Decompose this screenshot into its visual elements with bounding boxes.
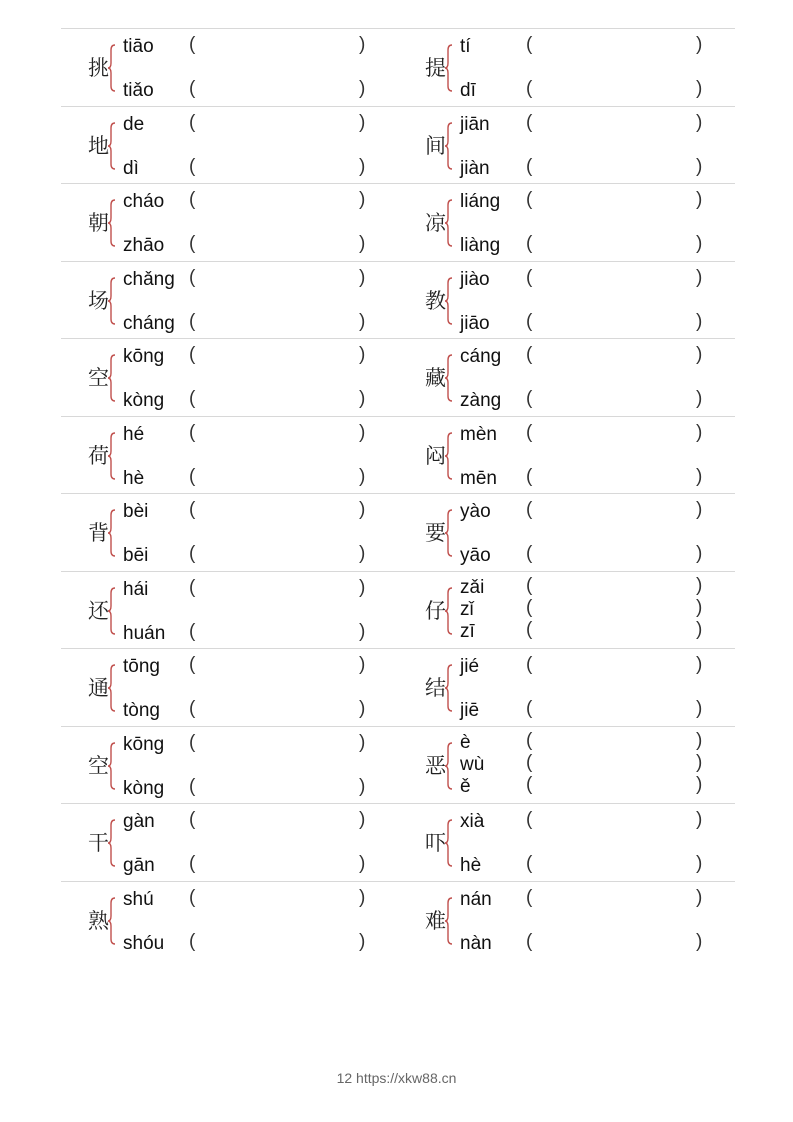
answer-blank[interactable] — [201, 37, 351, 55]
close-paren: ) — [359, 654, 366, 675]
hanzi-character: 间 — [425, 133, 446, 158]
pinyin-reading: tí — [460, 36, 471, 57]
polyphone-entry-right — [398, 727, 735, 804]
open-paren: ( — [189, 809, 196, 830]
open-paren: ( — [189, 654, 196, 675]
polyphone-entry-right — [398, 804, 735, 881]
answer-blank[interactable] — [538, 755, 688, 773]
open-paren: ( — [526, 751, 533, 773]
answer-blank[interactable] — [201, 81, 351, 99]
polyphone-entry-left — [61, 339, 398, 416]
pinyin-reading: gān — [123, 855, 155, 876]
open-paren: ( — [189, 155, 196, 177]
pinyin-reading: gàn — [123, 811, 155, 832]
pinyin-reading: hé — [123, 423, 145, 445]
close-paren: ) — [359, 111, 366, 133]
open-paren: ( — [526, 853, 533, 874]
open-paren: ( — [189, 499, 196, 520]
pinyin-reading: liáng — [460, 191, 501, 212]
open-paren: ( — [526, 155, 533, 177]
open-paren: ( — [526, 465, 533, 487]
close-paren: ) — [359, 499, 366, 520]
close-paren: ) — [696, 233, 703, 254]
answer-blank[interactable] — [538, 622, 688, 640]
polyphone-entry-right — [398, 649, 735, 726]
open-paren: ( — [189, 233, 196, 254]
open-paren: ( — [189, 310, 196, 332]
answer-blank[interactable] — [201, 391, 351, 409]
pinyin-reading: kōng — [123, 346, 165, 367]
brace-icon — [107, 122, 117, 170]
hanzi-character: 通 — [88, 676, 109, 700]
polyphone-entry-right — [398, 494, 735, 571]
close-paren: ) — [696, 574, 703, 596]
pinyin-reading: zī — [460, 620, 475, 642]
open-paren: ( — [526, 78, 533, 99]
polyphone-entry-right — [398, 262, 735, 339]
close-paren: ) — [359, 775, 366, 797]
pinyin-reading: jiāo — [460, 312, 490, 334]
pinyin-reading: bēi — [123, 545, 149, 566]
brace-icon — [107, 44, 117, 92]
hanzi-character: 仔 — [425, 598, 446, 623]
pinyin-reading: shóu — [123, 932, 165, 954]
brace-icon — [444, 742, 454, 790]
hanzi-character: 背 — [88, 521, 109, 545]
answer-blank[interactable] — [201, 779, 351, 797]
close-paren: ) — [359, 620, 366, 642]
open-paren: ( — [526, 886, 533, 908]
close-paren: ) — [696, 421, 703, 443]
open-paren: ( — [189, 543, 196, 564]
close-paren: ) — [696, 773, 703, 795]
answer-blank[interactable] — [201, 159, 351, 177]
answer-blank[interactable] — [538, 81, 688, 99]
answer-blank[interactable] — [201, 425, 351, 443]
polyphone-entry-left — [61, 262, 398, 339]
polyphone-entry-left — [61, 649, 398, 726]
answer-blank[interactable] — [538, 192, 688, 210]
open-paren: ( — [189, 886, 196, 908]
answer-blank[interactable] — [201, 236, 351, 254]
hanzi-character: 空 — [88, 753, 109, 778]
table-row — [61, 261, 735, 339]
pinyin-reading: jiē — [460, 700, 480, 721]
polyphone-entry-right — [398, 417, 735, 494]
pinyin-reading: tòng — [123, 700, 160, 721]
open-paren: ( — [189, 465, 196, 487]
open-paren: ( — [526, 809, 533, 830]
hanzi-character: 地 — [88, 133, 109, 158]
pinyin-reading: zǎi — [460, 576, 485, 598]
pinyin-reading: chǎng — [123, 268, 175, 290]
open-paren: ( — [526, 698, 533, 719]
brace-icon — [444, 354, 454, 402]
hanzi-character: 凉 — [425, 211, 446, 235]
brace-icon — [444, 432, 454, 480]
close-paren: ) — [696, 886, 703, 908]
open-paren: ( — [526, 421, 533, 443]
answer-blank[interactable] — [201, 657, 351, 675]
open-paren: ( — [526, 388, 533, 409]
close-paren: ) — [359, 233, 366, 254]
close-paren: ) — [359, 886, 366, 908]
close-paren: ) — [696, 809, 703, 830]
brace-icon — [107, 819, 117, 867]
pinyin-reading: yāo — [460, 545, 491, 566]
polyphone-entry-left — [61, 184, 398, 261]
hanzi-character: 恶 — [425, 753, 446, 778]
open-paren: ( — [526, 344, 533, 365]
answer-blank[interactable] — [538, 502, 688, 520]
hanzi-character: 场 — [88, 288, 109, 313]
open-paren: ( — [526, 618, 533, 640]
answer-blank[interactable] — [201, 735, 351, 753]
close-paren: ) — [696, 698, 703, 719]
answer-blank[interactable] — [201, 314, 351, 332]
pinyin-reading: ě — [460, 775, 471, 797]
pinyin-reading: tōng — [123, 656, 160, 677]
answer-blank[interactable] — [538, 578, 688, 596]
polyphone-entry-left — [61, 804, 398, 881]
close-paren: ) — [696, 543, 703, 564]
close-paren: ) — [359, 388, 366, 409]
pinyin-reading: è — [460, 731, 471, 753]
brace-icon — [444, 199, 454, 247]
pinyin-reading: jiào — [460, 268, 490, 290]
close-paren: ) — [359, 543, 366, 564]
open-paren: ( — [526, 574, 533, 596]
close-paren: ) — [696, 499, 703, 520]
answer-blank[interactable] — [201, 469, 351, 487]
open-paren: ( — [189, 698, 196, 719]
open-paren: ( — [189, 620, 196, 642]
brace-icon — [444, 819, 454, 867]
hanzi-character: 空 — [88, 366, 109, 390]
answer-blank[interactable] — [538, 236, 688, 254]
pinyin-reading: bèi — [123, 501, 149, 522]
answer-blank[interactable] — [538, 347, 688, 365]
answer-blank[interactable] — [538, 890, 688, 908]
pinyin-reading: hè — [460, 855, 482, 876]
open-paren: ( — [189, 930, 196, 952]
polyphone-entry-right — [398, 184, 735, 261]
brace-icon — [444, 509, 454, 557]
close-paren: ) — [696, 751, 703, 773]
answer-blank[interactable] — [538, 115, 688, 133]
brace-icon — [107, 587, 117, 635]
open-paren: ( — [526, 729, 533, 751]
answer-blank[interactable] — [538, 546, 688, 564]
table-row — [61, 416, 735, 494]
hanzi-character: 难 — [425, 908, 446, 933]
hanzi-character: 提 — [425, 56, 446, 80]
polyphone-entry-right — [398, 882, 735, 959]
answer-blank[interactable] — [538, 391, 688, 409]
hanzi-character: 结 — [425, 676, 446, 700]
open-paren: ( — [189, 78, 196, 99]
brace-icon — [444, 44, 454, 92]
answer-blank[interactable] — [201, 115, 351, 133]
hanzi-character: 熟 — [88, 908, 109, 933]
close-paren: ) — [359, 78, 366, 99]
close-paren: ) — [359, 344, 366, 365]
pinyin-reading: nàn — [460, 932, 492, 954]
close-paren: ) — [696, 388, 703, 409]
close-paren: ) — [359, 421, 366, 443]
open-paren: ( — [189, 421, 196, 443]
answer-blank[interactable] — [538, 425, 688, 443]
hanzi-character: 挑 — [88, 56, 109, 80]
pinyin-reading: cháng — [123, 312, 175, 334]
open-paren: ( — [526, 189, 533, 210]
table-row — [61, 881, 735, 959]
close-paren: ) — [696, 344, 703, 365]
open-paren: ( — [189, 34, 196, 55]
pinyin-reading: kòng — [123, 777, 165, 799]
open-paren: ( — [526, 654, 533, 675]
polyphone-entry-right — [398, 107, 735, 184]
answer-blank[interactable] — [538, 934, 688, 952]
open-paren: ( — [526, 266, 533, 288]
answer-blank[interactable] — [201, 546, 351, 564]
answer-blank[interactable] — [538, 37, 688, 55]
answer-blank[interactable] — [201, 856, 351, 874]
pinyin-reading: de — [123, 113, 145, 135]
pinyin-reading: tiǎo — [123, 80, 154, 101]
close-paren: ) — [359, 189, 366, 210]
answer-blank[interactable] — [538, 469, 688, 487]
answer-blank[interactable] — [201, 502, 351, 520]
answer-blank[interactable] — [538, 657, 688, 675]
pinyin-reading: cáng — [460, 346, 502, 367]
table-row — [61, 571, 735, 649]
pinyin-reading: shú — [123, 888, 154, 910]
pinyin-reading: zàng — [460, 390, 502, 411]
close-paren: ) — [696, 155, 703, 177]
pinyin-reading: tiāo — [123, 36, 154, 57]
answer-blank[interactable] — [201, 934, 351, 952]
answer-blank[interactable] — [201, 890, 351, 908]
pinyin-reading: hái — [123, 578, 149, 600]
hanzi-character: 闷 — [425, 443, 446, 468]
hanzi-character: 荷 — [88, 443, 109, 468]
pinyin-reading: yào — [460, 501, 491, 522]
answer-blank[interactable] — [538, 701, 688, 719]
pinyin-reading: jiān — [460, 113, 490, 135]
answer-blank[interactable] — [201, 701, 351, 719]
open-paren: ( — [526, 543, 533, 564]
answer-blank[interactable] — [538, 777, 688, 795]
polyphone-entry-right — [398, 572, 735, 649]
brace-icon — [107, 199, 117, 247]
open-paren: ( — [526, 34, 533, 55]
open-paren: ( — [189, 189, 196, 210]
close-paren: ) — [359, 698, 366, 719]
open-paren: ( — [526, 499, 533, 520]
brace-icon — [107, 742, 117, 790]
brace-icon — [107, 354, 117, 402]
polyphone-entry-right — [398, 29, 735, 106]
brace-icon — [107, 664, 117, 712]
close-paren: ) — [359, 310, 366, 332]
brace-icon — [444, 664, 454, 712]
open-paren: ( — [189, 111, 196, 133]
answer-blank[interactable] — [201, 270, 351, 288]
answer-blank[interactable] — [201, 624, 351, 642]
answer-blank[interactable] — [201, 580, 351, 598]
close-paren: ) — [696, 853, 703, 874]
open-paren: ( — [189, 388, 196, 409]
close-paren: ) — [696, 618, 703, 640]
open-paren: ( — [526, 596, 533, 618]
pinyin-reading: nán — [460, 888, 492, 910]
close-paren: ) — [696, 111, 703, 133]
answer-blank[interactable] — [538, 812, 688, 830]
brace-icon — [107, 432, 117, 480]
table-row — [61, 803, 735, 881]
hanzi-character: 朝 — [88, 211, 109, 235]
hanzi-character: 吓 — [425, 831, 446, 855]
pinyin-reading: kòng — [123, 390, 165, 411]
hanzi-character: 藏 — [425, 366, 446, 390]
hanzi-character: 还 — [88, 598, 109, 623]
polyphone-entry-right — [398, 339, 735, 416]
pinyin-reading: liàng — [460, 235, 501, 256]
close-paren: ) — [359, 155, 366, 177]
answer-blank[interactable] — [538, 314, 688, 332]
open-paren: ( — [189, 731, 196, 753]
brace-icon — [444, 122, 454, 170]
open-paren: ( — [189, 266, 196, 288]
close-paren: ) — [359, 266, 366, 288]
close-paren: ) — [359, 576, 366, 598]
close-paren: ) — [696, 189, 703, 210]
answer-blank[interactable] — [538, 600, 688, 618]
polyphone-entry-left — [61, 572, 398, 649]
polyphone-entry-left — [61, 29, 398, 106]
close-paren: ) — [696, 310, 703, 332]
pinyin-reading: dì — [123, 157, 139, 179]
close-paren: ) — [696, 654, 703, 675]
pinyin-reading: mèn — [460, 423, 497, 445]
pinyin-reading: kōng — [123, 733, 165, 755]
table-row — [61, 338, 735, 416]
open-paren: ( — [526, 930, 533, 952]
close-paren: ) — [359, 34, 366, 55]
brace-icon — [107, 897, 117, 945]
table-row — [61, 726, 735, 804]
polyphone-entry-left — [61, 727, 398, 804]
answer-blank[interactable] — [201, 812, 351, 830]
brace-icon — [444, 897, 454, 945]
answer-blank[interactable] — [538, 733, 688, 751]
brace-icon — [107, 509, 117, 557]
pinyin-reading: zhāo — [123, 235, 165, 256]
pinyin-reading: mēn — [460, 467, 497, 489]
close-paren: ) — [359, 465, 366, 487]
polyphone-table — [61, 28, 735, 958]
close-paren: ) — [696, 465, 703, 487]
close-paren: ) — [696, 266, 703, 288]
close-paren: ) — [359, 809, 366, 830]
answer-blank[interactable] — [538, 159, 688, 177]
pinyin-reading: xià — [460, 811, 485, 832]
pinyin-reading: huán — [123, 622, 166, 644]
answer-blank[interactable] — [201, 347, 351, 365]
table-row — [61, 106, 735, 184]
polyphone-entry-left — [61, 107, 398, 184]
polyphone-entry-left — [61, 417, 398, 494]
close-paren: ) — [359, 930, 366, 952]
answer-blank[interactable] — [538, 270, 688, 288]
close-paren: ) — [696, 78, 703, 99]
close-paren: ) — [696, 34, 703, 55]
pinyin-reading: dī — [460, 80, 476, 101]
open-paren: ( — [189, 853, 196, 874]
polyphone-entry-left — [61, 494, 398, 571]
table-row — [61, 28, 735, 106]
answer-blank[interactable] — [201, 192, 351, 210]
pinyin-reading: cháo — [123, 191, 165, 212]
open-paren: ( — [526, 111, 533, 133]
hanzi-character: 要 — [425, 521, 446, 545]
pinyin-reading: zǐ — [460, 598, 474, 620]
open-paren: ( — [189, 775, 196, 797]
open-paren: ( — [526, 773, 533, 795]
open-paren: ( — [526, 233, 533, 254]
hanzi-character: 教 — [425, 288, 446, 313]
table-row — [61, 648, 735, 726]
brace-icon — [444, 587, 454, 635]
page-footer: 12 https://xkw88.cn — [336, 1070, 457, 1086]
pinyin-reading: wù — [460, 753, 485, 775]
pinyin-reading: hè — [123, 467, 145, 489]
brace-icon — [107, 277, 117, 325]
close-paren: ) — [696, 596, 703, 618]
close-paren: ) — [696, 729, 703, 751]
open-paren: ( — [189, 576, 196, 598]
polyphone-entry-left — [61, 882, 398, 959]
close-paren: ) — [359, 853, 366, 874]
open-paren: ( — [189, 344, 196, 365]
table-row — [61, 493, 735, 571]
hanzi-character: 干 — [88, 831, 109, 855]
open-paren: ( — [526, 310, 533, 332]
close-paren: ) — [696, 930, 703, 952]
answer-blank[interactable] — [538, 856, 688, 874]
close-paren: ) — [359, 731, 366, 753]
brace-icon — [444, 277, 454, 325]
table-row — [61, 183, 735, 261]
pinyin-reading: jié — [460, 656, 480, 677]
pinyin-reading: jiàn — [460, 157, 490, 179]
